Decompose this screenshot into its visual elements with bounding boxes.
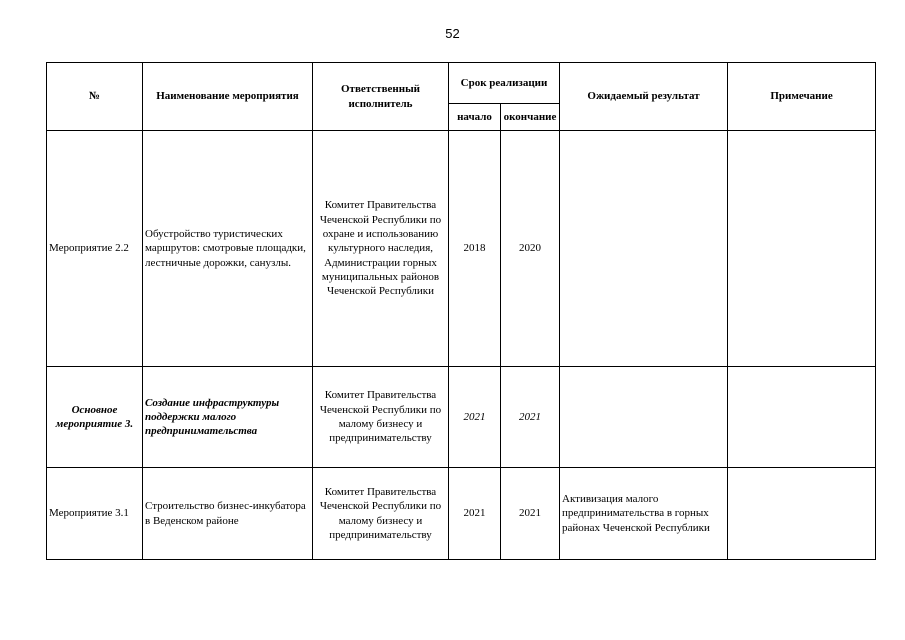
row-note — [728, 468, 876, 560]
row-num: Мероприятие 2.2 — [47, 131, 143, 367]
row-start: 2018 — [449, 131, 501, 367]
header-executor: Ответственный исполнитель — [313, 63, 449, 131]
header-period: Срок реализации — [449, 63, 560, 104]
row-start: 2021 — [449, 367, 501, 468]
row-note — [728, 367, 876, 468]
row-note — [728, 131, 876, 367]
header-row — [47, 63, 876, 104]
row-executor: Комитет Правительства Чеченской Республики по малому бизнесу и предпринимательству — [313, 367, 449, 468]
row-result — [560, 367, 728, 468]
page-number: 52 — [445, 26, 460, 41]
header-result: Ожидаемый результат — [560, 63, 728, 131]
row-result — [560, 131, 728, 367]
table-row — [47, 367, 876, 468]
row-executor: Комитет Правительства Чеченской Республики по охране и использованию культурного наследия, Администрации горных муниципальных районов Чеченской Республики — [313, 131, 449, 367]
header-name: Наименование мероприятия — [143, 63, 313, 131]
header-num: № — [47, 63, 143, 131]
row-end: 2021 — [501, 468, 560, 560]
row-name: Строительство бизнес-инкубатора в Веденском районе — [143, 468, 313, 560]
header-end: окончание — [501, 104, 560, 131]
row-name: Создание инфраструктуры поддержки малого предпринимательства — [143, 367, 313, 468]
row-num: Мероприятие 3.1 — [47, 468, 143, 560]
header-start: начало — [449, 104, 501, 131]
events-table — [46, 62, 876, 560]
row-end: 2021 — [501, 367, 560, 468]
table-row — [47, 131, 876, 367]
row-executor: Комитет Правительства Чеченской Республики по малому бизнесу и предпринимательству — [313, 468, 449, 560]
row-name: Обустройство туристических маршрутов: смотровые площадки, лестничные дорожки, санузлы. — [143, 131, 313, 367]
row-result: Активизация малого предпринимательства в горных районах Чеченской Республики — [560, 468, 728, 560]
row-num: Основное мероприятие 3. — [47, 367, 143, 468]
row-start: 2021 — [449, 468, 501, 560]
header-note: Примечание — [728, 63, 876, 131]
table-row — [47, 468, 876, 560]
row-end: 2020 — [501, 131, 560, 367]
